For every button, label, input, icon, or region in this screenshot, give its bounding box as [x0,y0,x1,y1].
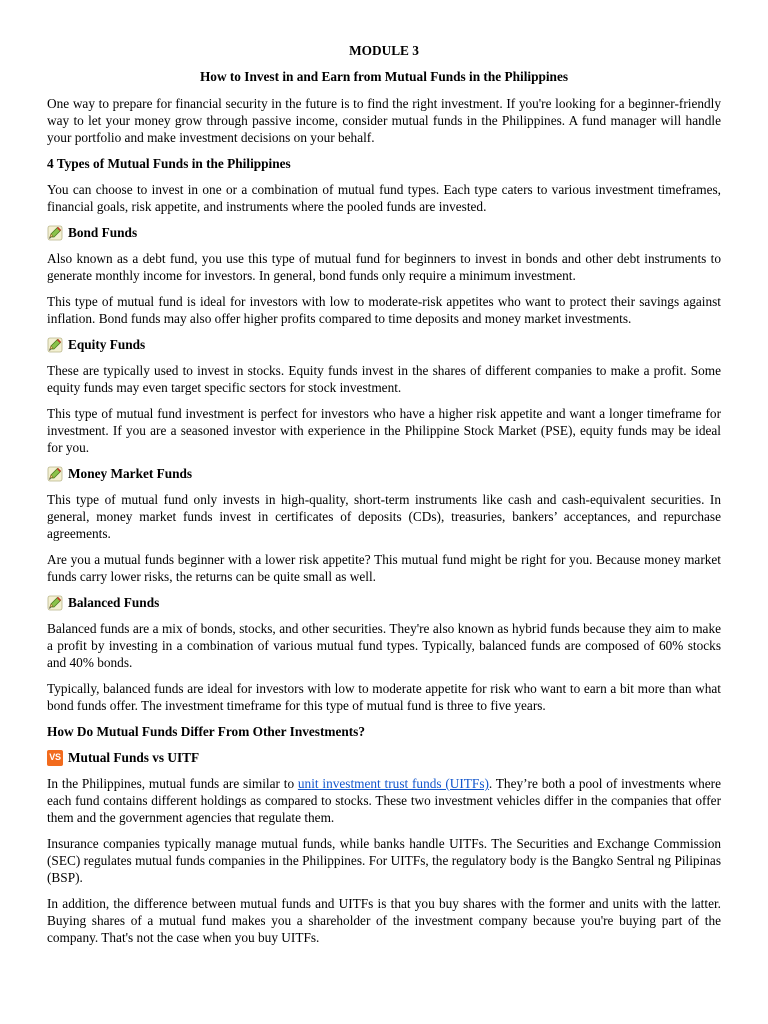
balanced-funds-heading [47,594,721,611]
equity-funds-paragraph-1: These are typically used to invest in stocks. Equity funds invest in the shares of different companies to make a profit. Some equity funds may even target specific sectors for stock investment. [47,363,721,395]
balanced-funds-paragraph-1: Balanced funds are a mix of bonds, stocks, and other securities. They're also known as hybrid funds because they aim to make a profit by investing in a combination of various mutual fund types. Typically, balanced funds are composed of 60% stocks and 40% bonds. [47,621,721,670]
balanced-funds-paragraph-2: Typically, balanced funds are ideal for investors with low to moderate appetite for risk who want to earn a bit more than what bond funds offer. The investment timeframe for this type of mutual fund is three to five years. [47,681,721,713]
vs-paragraph-1-end: . They’re both a pool of investments where each fund contains different holdings as compared to stocks. These two investment vehicles differ in the companies that offer them and the government agencies that regulate them. [47,776,721,825]
pencil-icon [47,466,63,482]
balanced-funds-heading-text: Balanced Funds [68,595,160,610]
uitf-link[interactable]: unit investment trust funds (UITFs) [297,776,489,791]
money-market-funds-heading-text: Money Market Funds [68,466,193,481]
types-heading: 4 Types of Mutual Funds in the Philippines [47,156,291,171]
vs-icon: VS [47,750,63,766]
mutual-funds-vs-uitf-heading-text: Mutual Funds vs UITF [68,750,200,765]
bond-funds-heading [47,224,721,241]
pencil-icon [47,337,63,353]
page-title: How to Invest in and Earn from Mutual Funds in the Philippines [199,69,569,84]
vs-paragraph-1 [47,775,721,826]
types-intro-paragraph: You can choose to invest in one or a combination of mutual fund types. Each type caters to various investment timeframes, financial goals, risk appetite, and instruments where the pooled funds are invested. [47,182,721,214]
equity-funds-heading-text: Equity Funds [68,337,146,352]
bond-funds-paragraph-2: This type of mutual fund is ideal for investors with low to moderate-risk appetites who want to protect their savings against inflation. Bond funds may also offer higher profits compared to time deposits and money market investments. [47,294,721,326]
mutual-funds-vs-uitf-heading [47,749,721,766]
differ-heading: How Do Mutual Funds Differ From Other Investments? [47,724,366,739]
money-market-funds-heading [47,465,721,482]
money-market-paragraph-2: Are you a mutual funds beginner with a lower risk appetite? This mutual fund might be right for you. Because money market funds carry lower risks, the returns can be quite small as well. [47,552,721,584]
pencil-icon [47,225,63,241]
vs-paragraph-2: Insurance companies typically manage mutual funds, while banks handle UITFs. The Securities and Exchange Commission (SEC) regulates mutual funds companies in the Philippines. For UITFs, the regulatory body is the Bangko Sentral ng Pilipinas (BSP). [47,836,721,885]
module-label: MODULE 3 [349,43,419,58]
pencil-icon [47,595,63,611]
intro-paragraph: One way to prepare for financial security in the future is to find the right investment. If you're looking for a beginner-friendly way to let your money grow through passive income, consider mutual funds in the Philippines. A fund manager will handle your portfolio and make investment decisions on your behalf. [47,96,721,145]
equity-funds-heading [47,336,721,353]
vs-paragraph-3: In addition, the difference between mutual funds and UITFs is that you buy shares with the former and units with the latter. Buying shares of a mutual fund makes you a shareholder of the investment company because you're buying part of the company. That's not the case when you buy UITFs. [47,896,721,945]
money-market-paragraph-1: This type of mutual fund only invests in high-quality, short-term instruments like cash and cash-equivalent securities. In general, money market funds invest in certificates of deposits (CDs), treasuries, bankers’ acceptances, and repurchase agreements. [47,492,721,541]
bond-funds-heading-text: Bond Funds [68,225,138,240]
equity-funds-paragraph-2: This type of mutual fund investment is perfect for investors who have a higher risk appetite and want a longer timeframe for investment. If you are a seasoned investor with experience in the Philippine Stock Market (PSE), equity funds may be ideal for you. [47,406,721,455]
vs-paragraph-1-start: In the Philippines, mutual funds are similar to [47,776,298,791]
bond-funds-paragraph-1: Also known as a debt fund, you use this type of mutual fund for beginners to invest in bonds and other debt instruments to generate monthly income for investors. In general, bond funds only require a minimum investment. [47,251,721,283]
